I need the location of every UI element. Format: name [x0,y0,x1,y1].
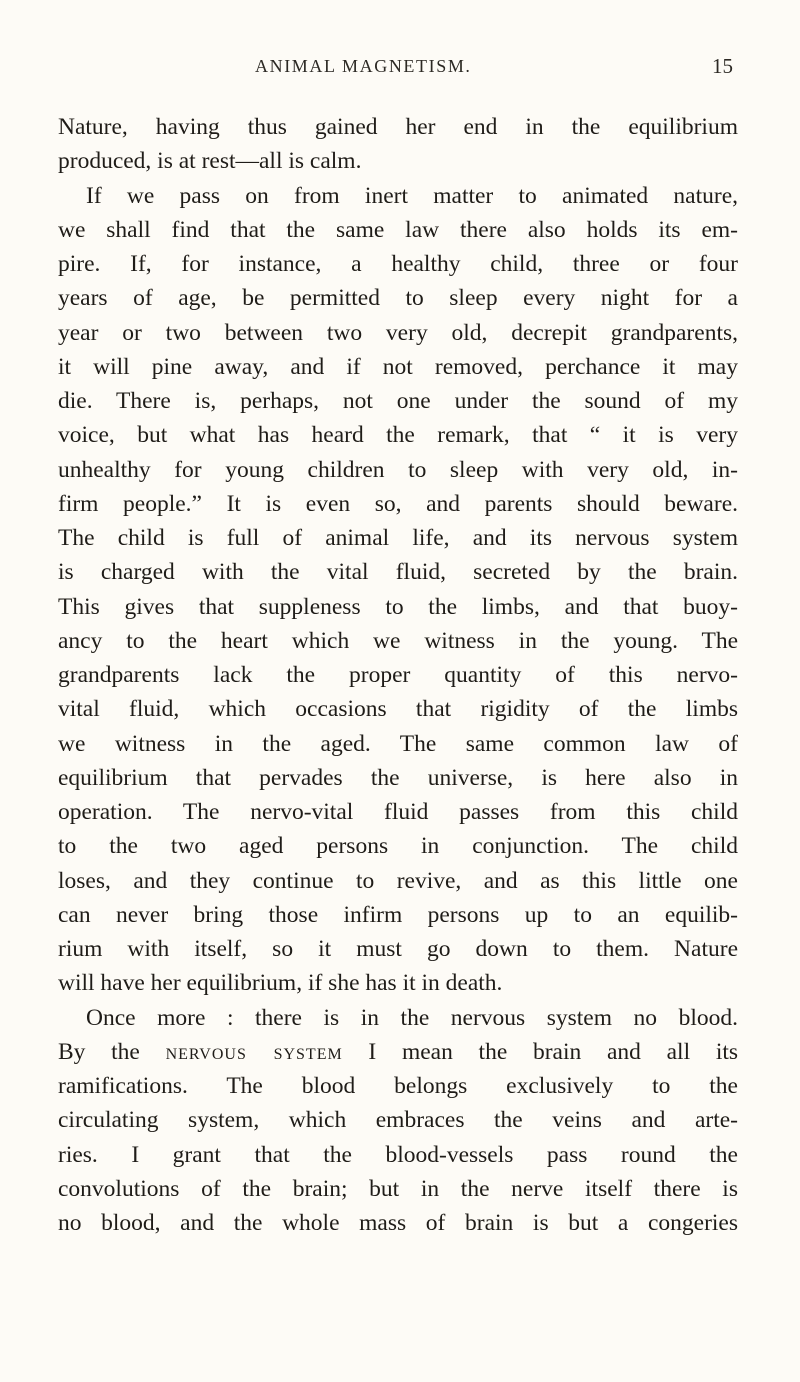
text-line: we shall find that the same law there also holds its em- [58,216,738,243]
text-line: die. There is, perhaps, not one under the sound of my [58,388,738,414]
body-text [58,110,738,1240]
text-line: Nature, having thus gained her end in the equilibrium [58,114,738,140]
text-fragment: I mean the brain and all its [368,1038,739,1065]
text-line: equilibrium that pervades the universe, is here also in [58,764,738,791]
text-line: If we pass on from inert matter to animated nature, [86,182,738,209]
text-line: vital fluid, which occasions that rigidity of the limbs [58,696,738,723]
running-header [0,56,800,86]
text-line: pire. If, for instance, a healthy child, three or four [58,251,738,277]
small-caps-term: nervous system [165,1038,343,1065]
text-line: voice, but what has heard the remark, that “ it is very [58,422,738,449]
text-line: no blood, and the whole mass of brain is but a congeries [58,1210,738,1236]
text-line: ries. I grant that the blood-vessels pass round the [58,1141,738,1168]
text-line: to the two aged persons in conjunction. The child [58,833,738,860]
running-title: ANIMAL MAGNETISM. [255,56,472,76]
text-line: operation. The nervo-vital fluid passes from this child [58,799,738,825]
text-line: can never bring those infirm persons up to an equilib- [58,901,738,928]
text-line: rium with itself, so it must go down to them. Nature [58,936,738,962]
text-line: loses, and they continue to revive, and as this little one [58,867,738,894]
text-line: produced, is at rest—all is calm. [58,148,362,175]
page-number: 15 [712,54,733,78]
text-line: grandparents lack the proper quantity of this nervo- [58,662,738,688]
text-line: ramifications. The blood belongs exclusively to the [58,1073,738,1099]
text-line: will have her equilibrium, if she has it in death. [58,970,503,997]
text-line: years of age, be permitted to sleep every night for a [58,285,738,312]
text-line: we witness in the aged. The same common law of [58,730,738,757]
text-line: circulating system, which embraces the veins and arte- [58,1107,738,1134]
text-line: unhealthy for young children to sleep with very old, in- [58,456,738,483]
text-line-mixed [58,1035,738,1069]
text-fragment: By the [58,1038,140,1065]
text-line: convolutions of the brain; but in the nerve itself there is [58,1175,738,1202]
text-line: Once more : there is in the nervous system no blood. [86,1004,738,1031]
text-line: it will pine away, and if not removed, perchance it may [58,353,738,380]
text-line: year or two between two very old, decrepit grandparents, [58,319,738,346]
text-line: firm people.” It is even so, and parents should beware. [58,490,738,517]
text-line: This gives that suppleness to the limbs, and that buoy- [58,593,738,620]
text-line: The child is full of animal life, and its nervous system [58,525,738,551]
text-line: is charged with the vital fluid, secreted by the brain. [58,559,738,586]
text-line: ancy to the heart which we witness in the young. The [58,627,738,654]
